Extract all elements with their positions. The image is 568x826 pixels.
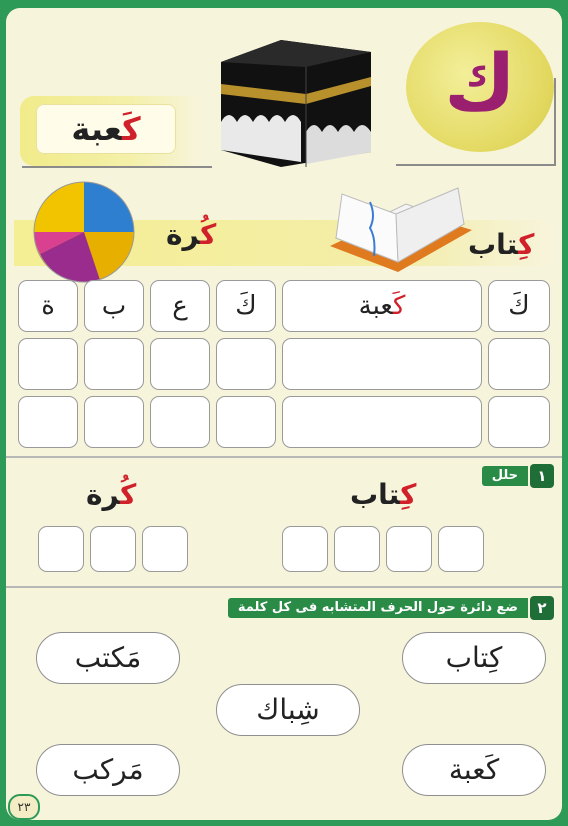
exercise1-word-kura (86, 478, 136, 511)
kaaba-icon (211, 22, 381, 172)
worksheet-page (6, 8, 562, 820)
word-rest: رة (86, 478, 120, 511)
word-rest: عبة (358, 291, 393, 321)
highlight-letter: كَ (121, 110, 141, 148)
grid-empty-cell[interactable] (282, 396, 482, 448)
frame-line (396, 164, 556, 166)
word-rest: تاب (468, 228, 519, 261)
word-kitab (468, 228, 534, 261)
exercise2-label: ضع دائرة حول الحرف المتشابه فى كل كلمة (228, 598, 528, 618)
letter-box[interactable] (90, 526, 136, 572)
open-book-icon (326, 184, 476, 274)
letter-box[interactable] (386, 526, 432, 572)
highlight-letter: كُ (119, 478, 137, 511)
grid-empty-cell[interactable] (282, 338, 482, 390)
word-rest: تاب (350, 478, 401, 511)
letter-box[interactable] (142, 526, 188, 572)
grid-empty-cell[interactable] (150, 396, 210, 448)
grid-letter-cell: ب (84, 280, 144, 332)
grid-empty-cell[interactable] (216, 396, 276, 448)
word-option-markab[interactable]: مَركب (36, 744, 180, 796)
grid-letter-cell: ع (150, 280, 210, 332)
word-kura (166, 218, 216, 251)
grid-empty-cell[interactable] (488, 396, 550, 448)
section-divider (6, 456, 562, 458)
highlight-letter: كِ (518, 228, 535, 261)
grid-empty-cell[interactable] (488, 338, 550, 390)
grid-empty-cell[interactable] (216, 338, 276, 390)
exercise2-number: ٢ (530, 596, 554, 620)
letter-box[interactable] (282, 526, 328, 572)
grid-empty-cell[interactable] (150, 338, 210, 390)
word-rest: رة (166, 218, 200, 251)
frame-line (22, 166, 212, 168)
grid-letter-cell: ة (18, 280, 78, 332)
word-option-maktab[interactable]: مَكتب (36, 632, 180, 684)
page-number: ٢٣ (8, 794, 40, 820)
word-option-kitab[interactable]: كِتاب (402, 632, 546, 684)
word-option-shubbak[interactable]: شِباك (216, 684, 360, 736)
grid-empty-cell[interactable] (84, 396, 144, 448)
exercise1-word-kitab (350, 478, 416, 511)
letter-box[interactable] (334, 526, 380, 572)
letter-box[interactable] (438, 526, 484, 572)
exercise2-badge (202, 598, 554, 618)
grid-empty-cell[interactable] (84, 338, 144, 390)
exercise1-badge (472, 466, 554, 486)
highlight-letter: كَ (392, 291, 406, 321)
grid-empty-cell[interactable] (18, 396, 78, 448)
section-divider (6, 586, 562, 588)
letter-box[interactable] (38, 526, 84, 572)
exercise1-number: ١ (530, 464, 554, 488)
grid-empty-cell[interactable] (18, 338, 78, 390)
word-option-kaaba[interactable]: كَعبة (402, 744, 546, 796)
grid-word-cell (282, 280, 482, 332)
word-kaaba-label (36, 104, 176, 154)
word-rest: عبة (71, 110, 122, 148)
highlight-letter: كُ (199, 218, 217, 251)
highlight-letter: كِ (400, 478, 417, 511)
frame-line (554, 78, 556, 166)
grid-letter-cell: كَ (488, 280, 550, 332)
exercise1-label: حلل (482, 466, 528, 486)
beach-ball-icon (30, 178, 138, 286)
grid-letter-cell: كَ (216, 280, 276, 332)
featured-letter: ك (444, 39, 516, 129)
